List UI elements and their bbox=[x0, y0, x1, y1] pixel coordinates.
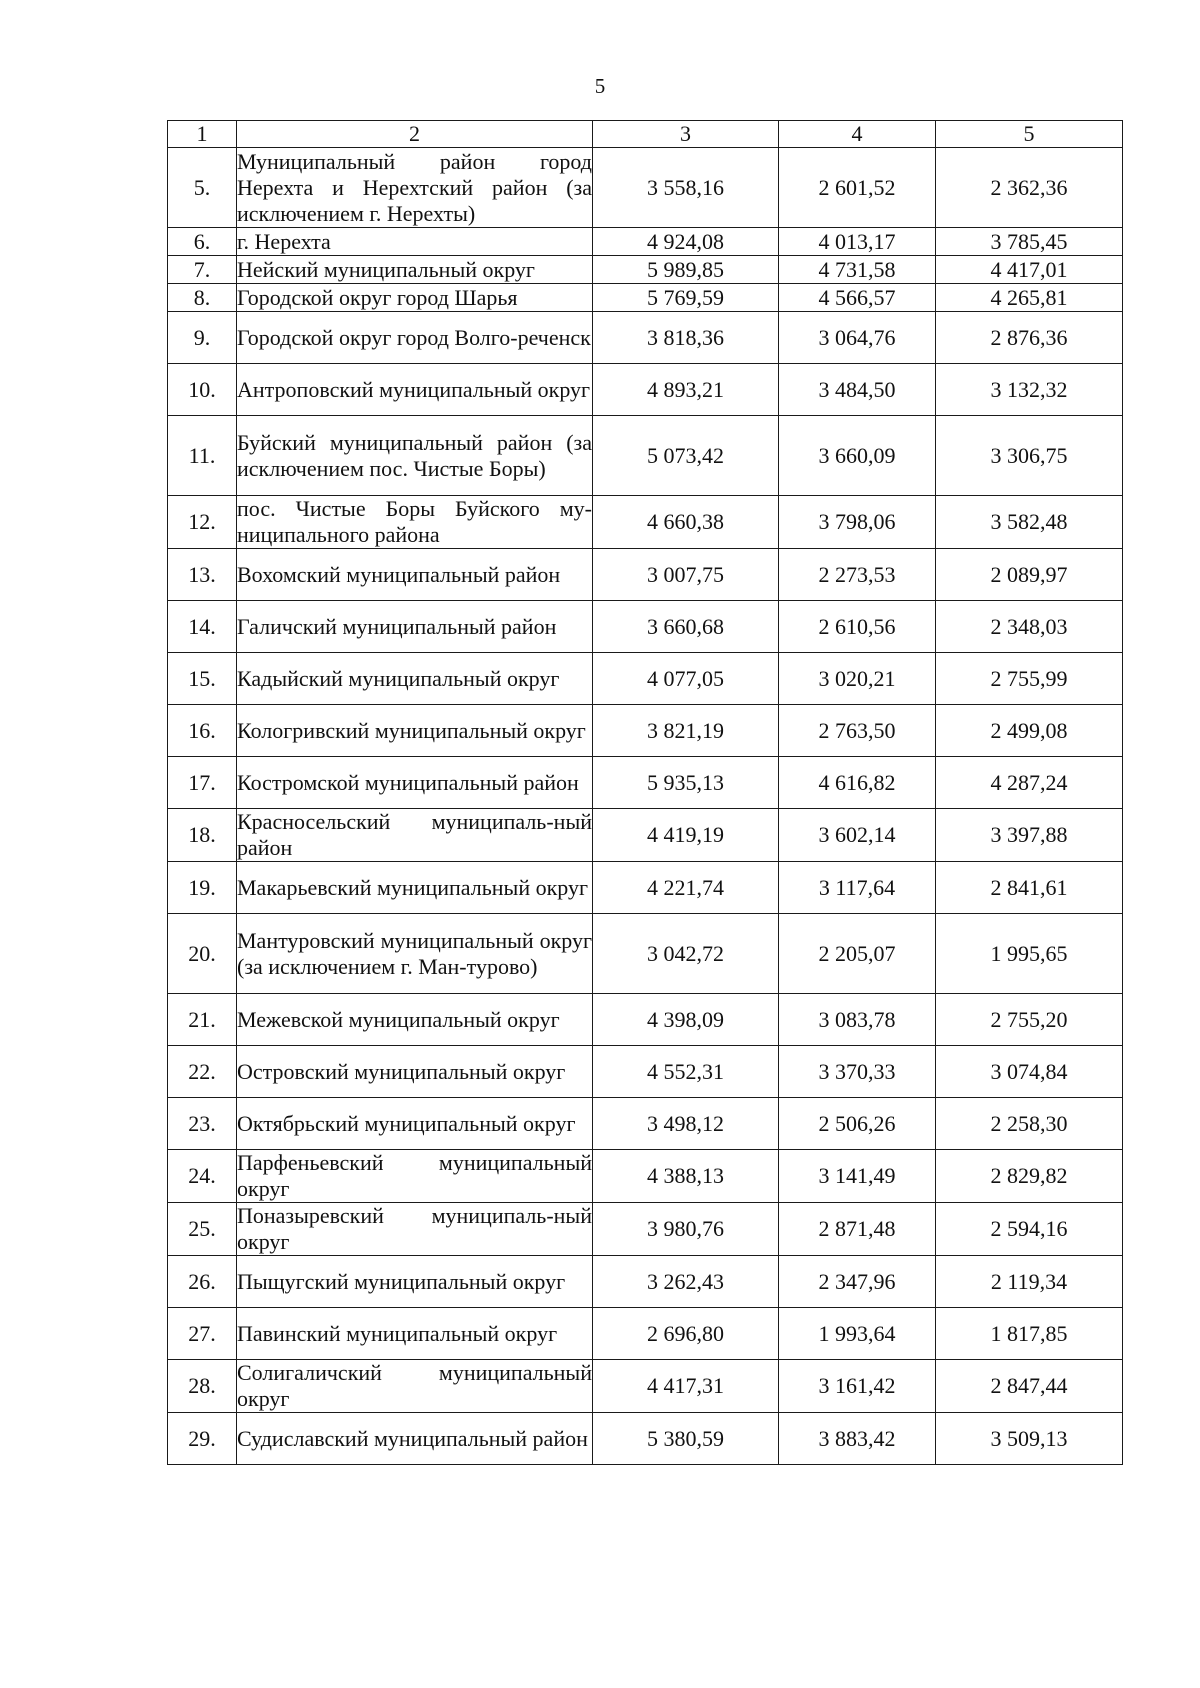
row-value-col-3: 5 380,59 bbox=[593, 1413, 779, 1465]
table-row bbox=[168, 757, 1123, 809]
header-col-1: 1 bbox=[168, 121, 237, 148]
row-number: 6. bbox=[168, 228, 237, 256]
row-value-col-4: 4 616,82 bbox=[779, 757, 936, 809]
row-number: 11. bbox=[168, 416, 237, 496]
row-value-col-4: 3 660,09 bbox=[779, 416, 936, 496]
row-value-col-3: 4 893,21 bbox=[593, 364, 779, 416]
row-territory-name: Судиславский муниципальный район bbox=[237, 1413, 593, 1465]
header-col-4: 4 bbox=[779, 121, 936, 148]
row-value-col-5: 4 265,81 bbox=[936, 284, 1123, 312]
row-value-col-3: 4 221,74 bbox=[593, 862, 779, 914]
row-territory-name: Павинский муниципальный округ bbox=[237, 1308, 593, 1360]
row-value-col-3: 4 660,38 bbox=[593, 496, 779, 549]
row-value-col-3: 3 818,36 bbox=[593, 312, 779, 364]
table-row bbox=[168, 1308, 1123, 1360]
row-value-col-5: 2 348,03 bbox=[936, 601, 1123, 653]
row-territory-name: Антроповский муниципальный округ bbox=[237, 364, 593, 416]
table-header-row bbox=[168, 121, 1123, 148]
table-row bbox=[168, 705, 1123, 757]
row-value-col-3: 3 007,75 bbox=[593, 549, 779, 601]
row-territory-name: Мантуровский муниципальный округ (за исключением г. Ман-турово) bbox=[237, 914, 593, 994]
row-value-col-3: 3 498,12 bbox=[593, 1098, 779, 1150]
header-col-2: 2 bbox=[237, 121, 593, 148]
row-territory-name: Костромской муниципальный район bbox=[237, 757, 593, 809]
row-number: 14. bbox=[168, 601, 237, 653]
table-row bbox=[168, 862, 1123, 914]
row-value-col-3: 4 398,09 bbox=[593, 994, 779, 1046]
row-value-col-3: 4 388,13 bbox=[593, 1150, 779, 1203]
row-value-col-3: 4 924,08 bbox=[593, 228, 779, 256]
row-number: 5. bbox=[168, 148, 237, 228]
row-value-col-3: 3 558,16 bbox=[593, 148, 779, 228]
row-number: 29. bbox=[168, 1413, 237, 1465]
header-col-3: 3 bbox=[593, 121, 779, 148]
row-value-col-5: 3 132,32 bbox=[936, 364, 1123, 416]
row-value-col-5: 4 287,24 bbox=[936, 757, 1123, 809]
row-value-col-5: 1 817,85 bbox=[936, 1308, 1123, 1360]
row-value-col-3: 4 077,05 bbox=[593, 653, 779, 705]
row-territory-name: Городской округ город Шарья bbox=[237, 284, 593, 312]
row-territory-name: Поназыревский муниципаль-ный округ bbox=[237, 1203, 592, 1254]
row-territory-name: Макарьевский муниципальный округ bbox=[237, 862, 593, 914]
table-row bbox=[168, 1203, 1123, 1256]
row-value-col-5: 2 119,34 bbox=[936, 1256, 1123, 1308]
data-table bbox=[167, 120, 1123, 1465]
row-value-col-4: 3 141,49 bbox=[779, 1150, 936, 1203]
row-number: 27. bbox=[168, 1308, 237, 1360]
row-territory-name: Буйский муниципальный район (за исключением пос. Чистые Боры) bbox=[237, 416, 593, 496]
row-value-col-4: 2 506,26 bbox=[779, 1098, 936, 1150]
row-value-col-4: 1 993,64 bbox=[779, 1308, 936, 1360]
row-value-col-3: 5 769,59 bbox=[593, 284, 779, 312]
row-value-col-4: 3 798,06 bbox=[779, 496, 936, 549]
row-number: 12. bbox=[168, 496, 237, 549]
row-number: 22. bbox=[168, 1046, 237, 1098]
row-value-col-5: 2 362,36 bbox=[936, 148, 1123, 228]
table-row bbox=[168, 1046, 1123, 1098]
row-value-col-4: 4 566,57 bbox=[779, 284, 936, 312]
row-value-col-3: 4 552,31 bbox=[593, 1046, 779, 1098]
row-territory-name: Пыщугский муниципальный округ bbox=[237, 1256, 593, 1308]
row-number: 28. bbox=[168, 1360, 237, 1413]
row-value-col-4: 3 117,64 bbox=[779, 862, 936, 914]
row-value-col-4: 2 871,48 bbox=[779, 1203, 936, 1256]
row-number: 24. bbox=[168, 1150, 237, 1203]
row-number: 20. bbox=[168, 914, 237, 994]
header-col-5: 5 bbox=[936, 121, 1123, 148]
row-territory-name: Муниципальный район город Нерехта и Нерехтский район (за исключением г. Нерехты) bbox=[237, 148, 592, 226]
table-row bbox=[168, 601, 1123, 653]
row-value-col-4: 2 205,07 bbox=[779, 914, 936, 994]
row-value-col-3: 2 696,80 bbox=[593, 1308, 779, 1360]
row-value-col-5: 2 876,36 bbox=[936, 312, 1123, 364]
page-number: 5 bbox=[594, 74, 606, 98]
row-value-col-5: 2 258,30 bbox=[936, 1098, 1123, 1150]
row-territory-name: пос. Чистые Боры Буйского му-ниципального района bbox=[237, 496, 592, 547]
row-territory-name: г. Нерехта bbox=[237, 228, 593, 256]
table-row bbox=[168, 653, 1123, 705]
row-territory-name: Межевской муниципальный округ bbox=[237, 994, 593, 1046]
row-value-col-4: 3 883,42 bbox=[779, 1413, 936, 1465]
row-territory-name: Красносельский муниципаль-ный район bbox=[237, 809, 592, 860]
row-number: 10. bbox=[168, 364, 237, 416]
table-row bbox=[168, 1098, 1123, 1150]
row-value-col-3: 3 660,68 bbox=[593, 601, 779, 653]
row-number: 7. bbox=[168, 256, 237, 284]
table-row bbox=[168, 284, 1123, 312]
row-territory-name: Галичский муниципальный район bbox=[237, 601, 593, 653]
row-number: 23. bbox=[168, 1098, 237, 1150]
row-value-col-4: 2 601,52 bbox=[779, 148, 936, 228]
row-number: 13. bbox=[168, 549, 237, 601]
row-territory-name: Кадыйский муниципальный округ bbox=[237, 653, 593, 705]
row-territory-name: Октябрьский муниципальный округ bbox=[237, 1098, 593, 1150]
row-value-col-5: 3 397,88 bbox=[936, 809, 1123, 862]
row-value-col-5: 2 841,61 bbox=[936, 862, 1123, 914]
row-value-col-4: 3 370,33 bbox=[779, 1046, 936, 1098]
table-row bbox=[168, 416, 1123, 496]
row-value-col-5: 2 594,16 bbox=[936, 1203, 1123, 1256]
row-value-col-4: 4 013,17 bbox=[779, 228, 936, 256]
row-value-col-5: 3 785,45 bbox=[936, 228, 1123, 256]
row-value-col-3: 3 980,76 bbox=[593, 1203, 779, 1256]
row-value-col-5: 2 755,99 bbox=[936, 653, 1123, 705]
row-value-col-3: 4 419,19 bbox=[593, 809, 779, 862]
row-value-col-5: 3 074,84 bbox=[936, 1046, 1123, 1098]
row-number: 18. bbox=[168, 809, 237, 862]
row-value-col-3: 5 935,13 bbox=[593, 757, 779, 809]
table-row bbox=[168, 1360, 1123, 1413]
table-row bbox=[168, 148, 1123, 228]
row-value-col-4: 3 484,50 bbox=[779, 364, 936, 416]
row-value-col-4: 3 161,42 bbox=[779, 1360, 936, 1413]
row-value-col-4: 3 064,76 bbox=[779, 312, 936, 364]
row-value-col-4: 4 731,58 bbox=[779, 256, 936, 284]
table-row bbox=[168, 1150, 1123, 1203]
table-row bbox=[168, 549, 1123, 601]
table-row bbox=[168, 1413, 1123, 1465]
table-row bbox=[168, 809, 1123, 862]
row-value-col-3: 3 262,43 bbox=[593, 1256, 779, 1308]
row-number: 8. bbox=[168, 284, 237, 312]
row-territory-name: Вохомский муниципальный район bbox=[237, 549, 593, 601]
row-territory-name: Кологривский муниципальный округ bbox=[237, 705, 593, 757]
row-value-col-5: 4 417,01 bbox=[936, 256, 1123, 284]
row-value-col-4: 3 083,78 bbox=[779, 994, 936, 1046]
row-value-col-3: 3 821,19 bbox=[593, 705, 779, 757]
row-number: 26. bbox=[168, 1256, 237, 1308]
row-value-col-5: 3 582,48 bbox=[936, 496, 1123, 549]
table-row bbox=[168, 364, 1123, 416]
row-value-col-3: 5 073,42 bbox=[593, 416, 779, 496]
row-territory-name: Солигаличский муниципальный округ bbox=[237, 1360, 592, 1411]
row-number: 25. bbox=[168, 1203, 237, 1256]
row-number: 17. bbox=[168, 757, 237, 809]
table-row bbox=[168, 312, 1123, 364]
row-value-col-5: 2 499,08 bbox=[936, 705, 1123, 757]
row-value-col-5: 3 509,13 bbox=[936, 1413, 1123, 1465]
row-value-col-4: 3 602,14 bbox=[779, 809, 936, 862]
row-value-col-5: 2 847,44 bbox=[936, 1360, 1123, 1413]
row-value-col-5: 2 755,20 bbox=[936, 994, 1123, 1046]
row-number: 21. bbox=[168, 994, 237, 1046]
row-number: 16. bbox=[168, 705, 237, 757]
row-value-col-4: 2 763,50 bbox=[779, 705, 936, 757]
row-number: 15. bbox=[168, 653, 237, 705]
table-row bbox=[168, 496, 1123, 549]
row-territory-name: Парфеньевский муниципальный округ bbox=[237, 1150, 592, 1201]
table-row bbox=[168, 228, 1123, 256]
row-value-col-3: 4 417,31 bbox=[593, 1360, 779, 1413]
table-row bbox=[168, 256, 1123, 284]
row-value-col-3: 5 989,85 bbox=[593, 256, 779, 284]
table-row bbox=[168, 914, 1123, 994]
row-value-col-4: 2 273,53 bbox=[779, 549, 936, 601]
row-value-col-3: 3 042,72 bbox=[593, 914, 779, 994]
row-value-col-5: 2 089,97 bbox=[936, 549, 1123, 601]
row-value-col-5: 2 829,82 bbox=[936, 1150, 1123, 1203]
table-body bbox=[168, 148, 1123, 1465]
row-value-col-5: 3 306,75 bbox=[936, 416, 1123, 496]
row-number: 19. bbox=[168, 862, 237, 914]
row-value-col-4: 3 020,21 bbox=[779, 653, 936, 705]
row-territory-name: Городской округ город Волго-реченск bbox=[237, 312, 593, 364]
row-value-col-5: 1 995,65 bbox=[936, 914, 1123, 994]
row-value-col-4: 2 610,56 bbox=[779, 601, 936, 653]
table-row bbox=[168, 1256, 1123, 1308]
row-number: 9. bbox=[168, 312, 237, 364]
table-row bbox=[168, 994, 1123, 1046]
row-territory-name: Островский муниципальный округ bbox=[237, 1046, 593, 1098]
row-territory-name: Нейский муниципальный округ bbox=[237, 256, 593, 284]
row-value-col-4: 2 347,96 bbox=[779, 1256, 936, 1308]
